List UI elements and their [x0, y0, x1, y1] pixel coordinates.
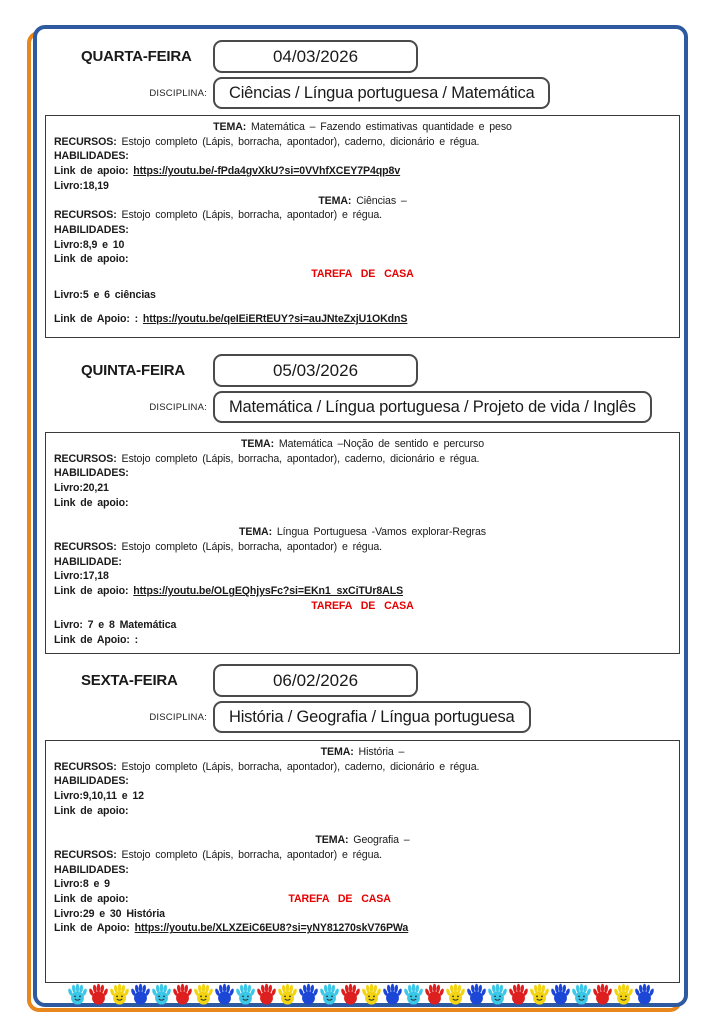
text-line	[54, 466, 671, 481]
text-line	[54, 481, 671, 496]
yellow-smiley-hand-icon	[529, 983, 550, 1005]
text-segment: Link de apoio:	[54, 253, 129, 266]
text-segment: Link de Apoio: :	[54, 634, 139, 647]
text-segment: Língua Portuguesa -Vamos explorar-Regras	[272, 526, 486, 539]
red-hand-icon	[256, 983, 277, 1005]
text-line	[54, 618, 671, 633]
support-link[interactable]: https://youtu.be/qeIEiERtEUY?si=auJNteZxjU1OKdnS	[142, 313, 408, 326]
text-line	[54, 252, 671, 267]
blue-hand-icon	[382, 983, 403, 1005]
text-segment: Link de apoio:	[54, 496, 129, 509]
text-line	[54, 804, 671, 819]
homework-heading: TAREFA DE CASA	[311, 599, 414, 612]
text-line	[54, 789, 671, 804]
disciplina-row	[37, 77, 684, 109]
text-line	[54, 863, 671, 878]
text-segment: HABILIDADES:	[54, 775, 129, 788]
date-box: 06/02/2026	[213, 664, 418, 697]
text-line	[54, 164, 671, 179]
text-segment: Estojo completo (Lápis, borracha, apontador) e régua.	[116, 209, 383, 222]
text-segment: TEMA:	[318, 194, 352, 207]
text-segment: Estojo completo (Lápis, borracha, apontador), caderno, dicionário e régua.	[116, 452, 480, 465]
lesson-details-box	[45, 432, 680, 654]
text-line	[54, 288, 671, 303]
disciplina-row	[37, 391, 684, 423]
cyan-smiley-hand-icon	[403, 983, 424, 1005]
disciplines-box: Ciências / Língua portuguesa / Matemática	[213, 77, 550, 109]
text-segment: HABILIDADES:	[54, 150, 129, 163]
disciplina-label: DISCIPLINA:	[149, 711, 207, 723]
text-segment: Link de Apoio:	[54, 922, 135, 935]
text-segment: Link de apoio:	[54, 804, 129, 817]
support-link[interactable]: https://youtu.be/OLgEQhjysFc?si=EKn1_sxCiTUr8ALS	[133, 585, 404, 598]
blank-line	[54, 819, 671, 834]
disciplines-box: História / Geografia / Língua portuguesa	[213, 701, 531, 733]
yellow-smiley-hand-icon	[277, 983, 298, 1005]
text-line	[54, 194, 671, 209]
text-line	[54, 633, 671, 648]
yellow-smiley-hand-icon	[361, 983, 382, 1005]
text-line	[54, 848, 671, 863]
day-name-label: QUARTA-FEIRA	[81, 48, 192, 65]
text-segment: Livro:18,19	[54, 179, 109, 192]
cyan-smiley-hand-icon	[67, 983, 88, 1005]
text-line	[54, 907, 671, 922]
text-segment: TEMA:	[315, 834, 349, 847]
text-segment: TEMA:	[213, 121, 247, 133]
red-hand-icon	[424, 983, 445, 1005]
text-segment: Ciências –	[351, 194, 407, 207]
text-line	[54, 312, 671, 327]
disciplines-box: Matemática / Língua portuguesa / Projeto de vida / Inglês	[213, 391, 652, 423]
red-hand-icon	[508, 983, 529, 1005]
text-segment: Estojo completo (Lápis, borracha, apontador), caderno, dicionário e régua.	[116, 760, 480, 773]
cyan-smiley-hand-icon	[151, 983, 172, 1005]
text-segment: RECURSOS:	[54, 452, 117, 465]
document-content	[37, 29, 684, 1003]
text-line	[54, 437, 671, 452]
text-line	[54, 569, 671, 584]
disciplina-label: DISCIPLINA:	[149, 401, 207, 413]
text-line	[54, 921, 671, 936]
cyan-smiley-hand-icon	[235, 983, 256, 1005]
text-segment: Link de apoio:	[54, 585, 134, 598]
text-line	[54, 452, 671, 467]
text-line	[54, 525, 671, 540]
text-segment: HABILIDADES:	[54, 223, 129, 236]
red-hand-icon	[172, 983, 193, 1005]
text-segment: Livro:5 e 6 ciências	[54, 288, 156, 301]
text-segment: Matemática –Noção de sentido e percurso	[274, 438, 485, 450]
text-segment: Link de apoio:	[54, 893, 129, 906]
text-segment: TEMA:	[320, 746, 354, 758]
blue-hand-icon	[466, 983, 487, 1005]
text-segment: TEMA:	[239, 526, 273, 539]
blue-hand-icon	[298, 983, 319, 1005]
day-name-label: QUINTA-FEIRA	[81, 362, 185, 379]
text-line	[54, 267, 671, 282]
red-hand-icon	[592, 983, 613, 1005]
text-line	[54, 120, 671, 135]
section-1	[37, 40, 684, 338]
support-link[interactable]: https://youtu.be/XLXZEiC6EU8?si=yNY81270skV76PWa	[134, 922, 409, 935]
section-2	[37, 354, 684, 654]
sections	[37, 40, 684, 983]
text-line	[54, 892, 671, 907]
text-segment: RECURSOS:	[54, 135, 117, 148]
blue-hand-icon	[634, 983, 655, 1005]
text-segment: Livro: 7 e 8 Matemática	[54, 619, 177, 632]
text-line	[54, 208, 671, 223]
date-box: 05/03/2026	[213, 354, 418, 387]
text-line	[54, 877, 671, 892]
text-line	[54, 496, 671, 511]
yellow-smiley-hand-icon	[109, 983, 130, 1005]
date-box: 04/03/2026	[213, 40, 418, 73]
text-segment: Livro:20,21	[54, 482, 109, 495]
text-segment: RECURSOS:	[54, 209, 117, 222]
lesson-details-box	[45, 115, 680, 338]
day-row	[81, 354, 684, 387]
disciplina-label: DISCIPLINA:	[149, 87, 207, 99]
text-segment: Geografia –	[348, 834, 410, 847]
red-hand-icon	[340, 983, 361, 1005]
disciplina-row	[37, 701, 684, 733]
text-line	[54, 179, 671, 194]
red-hand-icon	[88, 983, 109, 1005]
text-line	[54, 540, 671, 555]
text-segment: Estojo completo (Lápis, borracha, apontador) e régua.	[116, 540, 383, 553]
blank-line	[54, 511, 671, 526]
text-segment: Link de apoio:	[54, 165, 134, 178]
homework-heading: TAREFA DE CASA	[288, 893, 391, 906]
text-line	[54, 149, 671, 164]
text-segment: Link de Apoio: :	[54, 313, 143, 326]
text-segment: HABILIDADES:	[54, 467, 129, 480]
section-3	[37, 664, 684, 983]
day-row	[81, 40, 684, 73]
text-segment: HABILIDADES:	[54, 863, 129, 876]
lesson-details-box	[45, 740, 680, 983]
text-segment: TEMA:	[240, 438, 275, 450]
text-segment: RECURSOS:	[54, 848, 117, 861]
cyan-smiley-hand-icon	[487, 983, 508, 1005]
text-segment: Livro:9,10,11 e 12	[54, 790, 144, 803]
cyan-smiley-hand-icon	[571, 983, 592, 1005]
text-segment: Estojo completo (Lápis, borracha, apontador) e régua.	[116, 848, 383, 861]
text-segment: RECURSOS:	[54, 540, 117, 553]
yellow-smiley-hand-icon	[193, 983, 214, 1005]
yellow-smiley-hand-icon	[613, 983, 634, 1005]
blue-hand-icon	[550, 983, 571, 1005]
text-segment: Matemática – Fazendo estimativas quantidade e peso	[246, 121, 512, 133]
text-line	[54, 135, 671, 150]
text-line	[54, 745, 671, 760]
text-segment: HABILIDADE:	[54, 555, 122, 568]
text-segment: Livro:8,9 e 10	[54, 238, 125, 251]
text-line	[54, 833, 671, 848]
text-line	[54, 774, 671, 789]
text-line	[54, 238, 671, 253]
text-segment: Livro:8 e 9	[54, 878, 110, 891]
hand-prints-border	[37, 983, 684, 1005]
text-line	[54, 584, 671, 599]
text-segment: Livro:17,18	[54, 570, 109, 583]
blue-hand-icon	[214, 983, 235, 1005]
text-segment: Estojo completo (Lápis, borracha, apontador), caderno, dicionário e régua.	[116, 135, 480, 148]
text-segment: Livro:29 e 30 História	[54, 907, 165, 920]
text-segment: RECURSOS:	[54, 760, 117, 773]
text-line	[54, 555, 671, 570]
text-segment: História –	[353, 746, 405, 758]
blue-hand-icon	[130, 983, 151, 1005]
text-line	[54, 760, 671, 775]
cyan-smiley-hand-icon	[319, 983, 340, 1005]
day-row	[81, 664, 684, 697]
support-link[interactable]: https://youtu.be/-fPda4gvXkU?si=0VVhfXCEY7P4qp8v	[133, 165, 401, 178]
day-name-label: SEXTA-FEIRA	[81, 672, 178, 689]
text-line	[54, 223, 671, 238]
homework-heading: TAREFA DE CASA	[311, 268, 414, 281]
yellow-smiley-hand-icon	[445, 983, 466, 1005]
text-line	[54, 599, 671, 614]
